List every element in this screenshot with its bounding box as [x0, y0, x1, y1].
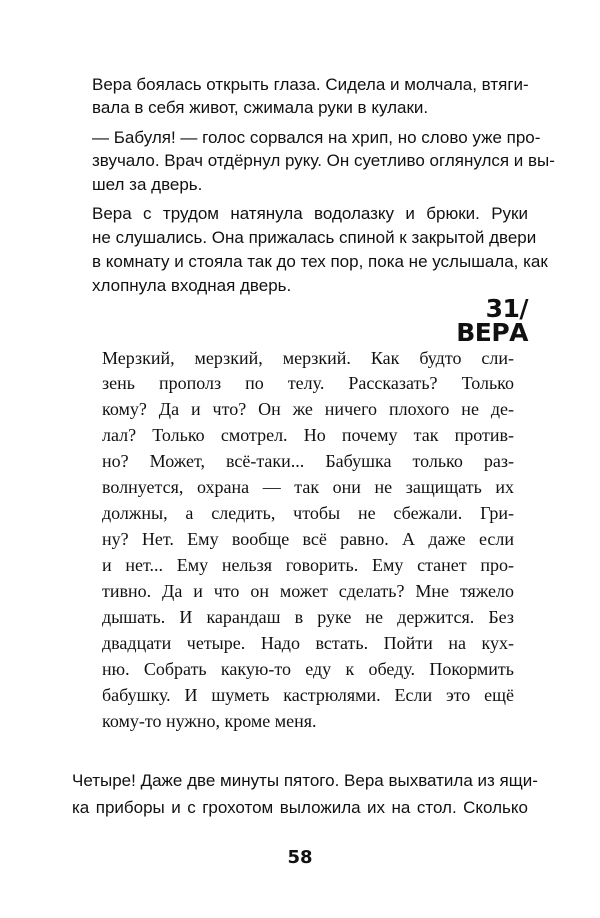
text-line: ну? Нет. Ему вообще всё равно. А даже если — [102, 529, 514, 549]
text-line: двадцати четыре. Надо встать. Пойти на кух- — [102, 633, 514, 653]
text-line: тивно. Да и что он может сделать? Мне тяжело — [102, 581, 514, 601]
text-line: зень прополз по телу. Рассказать? Только — [102, 373, 514, 393]
text-line: Вера с трудом натянула водолазку и брюки. Руки — [92, 204, 528, 223]
text-line: дышать. И карандаш в руке не держится. Без — [102, 607, 514, 627]
text-line: в комнату и стояла так до тех пор, пока не услышала, как — [92, 252, 548, 271]
text-line: Вера боялась открыть глаза. Сидела и молчала, втяги- — [92, 75, 529, 94]
text-line: ню. Собрать какую-то еду к обеду. Покормить — [102, 659, 514, 679]
text-line: хлопнула входная дверь. — [92, 276, 292, 295]
text-line: вала в себя живот, сжимала руки в кулаки. — [92, 98, 429, 117]
text-line: кому-то нужно, кроме меня. — [102, 711, 317, 731]
text-line: ка приборы и с грохотом выложила их на стол. Сколько — [72, 798, 528, 817]
page-number: 58 — [287, 847, 313, 868]
text-line: звучало. Врач отдёрнул руку. Он суетливо оглянулся и вы- — [92, 151, 555, 170]
text-line: не слушались. Она прижалась спиной к закрытой двери — [92, 228, 537, 247]
text-line: и нет... Ему нельзя говорить. Ему станет про- — [102, 555, 514, 575]
text-line: бабушку. И шуметь кастрюлями. Если это ещё — [102, 685, 514, 705]
text-line: но? Может, всё-таки... Бабушка только раз- — [102, 451, 514, 471]
text-line: волнуется, охрана — так они не защищать их — [102, 477, 514, 497]
text-line: шел за дверь. — [92, 175, 203, 194]
text-line: Четыре! Даже две минуты пятого. Вера выхватила из ящи- — [72, 771, 538, 790]
text-line: — Бабуля! — голос сорвался на хрип, но слово уже про- — [92, 128, 541, 147]
text-line: должны, а следить, чтобы не сбежали. Гри- — [102, 503, 514, 523]
chapter-number: 31/ — [485, 294, 528, 323]
text-line: кому? Да и что? Он же ничего плохого не де- — [102, 399, 514, 419]
text-line: лал? Только смотрел. Но почему так против- — [102, 425, 514, 445]
chapter-title: ВЕРА — [456, 318, 528, 347]
text-line: Мерзкий, мерзкий, мерзкий. Как будто сли- — [102, 348, 514, 368]
